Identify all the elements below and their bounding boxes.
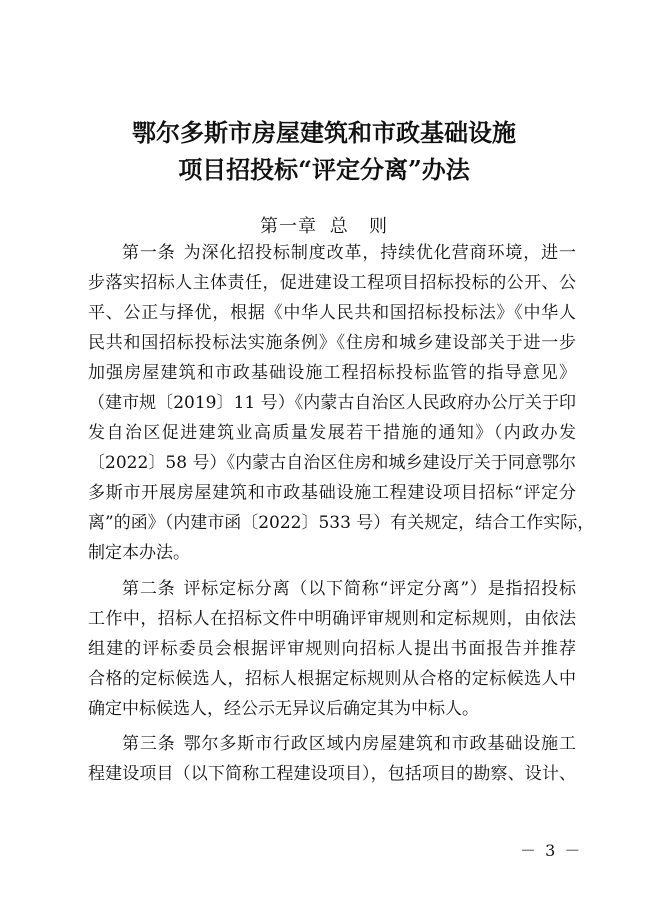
- article-1-line-11: 制定本办法。: [88, 543, 190, 563]
- article-2-line-3: 组建的评标委员会根据评审规则向招标人提出书面报告并推荐: [88, 639, 576, 659]
- article-2-text-1: 评标定标分离（以下简称“评定分离”）是指招投标: [183, 579, 577, 599]
- article-1-line-2: 步落实招标人主体责任，促进建设工程项目招标投标的公开、公: [88, 273, 576, 293]
- article-3-text-1: 鄂尔多斯市行政区域内房屋建筑和市政基础设施工: [183, 734, 576, 754]
- article-1-line-3: 平、公正与择优，根据《中华人民共和国招标投标法》《中华人: [88, 303, 576, 323]
- article-1-label: 第一条: [122, 243, 176, 263]
- article-1-line-9: 多斯市开展房屋建筑和市政基础设施工程建设项目招标“评定分: [88, 483, 576, 503]
- article-1-line-4: 民共和国招标投标法实施条例》《住房和城乡建设部关于进一步: [88, 333, 576, 353]
- article-1-line-10: 离”的函》（内建市函〔2022〕533 号）有关规定，结合工作实际，: [88, 513, 595, 533]
- article-2: [88, 574, 576, 724]
- article-3: [88, 729, 576, 789]
- article-1-text-1: 为深化招投标制度改革，持续优化营商环境，进一: [183, 243, 576, 263]
- article-1-line-8: 〔2022〕58 号）《内蒙古自治区住房和城乡建设厅关于同意鄂尔: [88, 453, 576, 473]
- page-number: － 3 －: [520, 841, 583, 860]
- article-1-line-5: 加强房屋建筑和市政基础设施工程招标投标监管的指导意见》: [88, 363, 576, 383]
- chapter-heading: [0, 212, 648, 238]
- article-3-line-1: [88, 729, 576, 759]
- document-title-line-1: 鄂尔多斯市房屋建筑和市政基础设施: [132, 118, 516, 147]
- chapter-label: 第一章: [260, 216, 318, 237]
- article-1-line-7: 发自治区促进建筑业高质量发展若干措施的通知》（内政办发: [88, 423, 576, 443]
- chapter-name: 总 则: [329, 216, 388, 237]
- article-1: [88, 238, 595, 568]
- article-3-label: 第三条: [122, 734, 176, 754]
- document-title-line-2: 项目招投标“评定分离”办法: [178, 155, 470, 184]
- article-1-line-1: [88, 238, 576, 268]
- article-3-line-2: 程建设项目（以下简称工程建设项目），包括项目的勘察、设计、: [88, 764, 576, 784]
- article-2-line-4: 合格的定标候选人，招标人根据定标规则从合格的定标候选人中: [88, 669, 576, 689]
- article-2-line-5: 确定中标候选人，经公示无异议后确定其为中标人。: [88, 699, 479, 719]
- article-2-label: 第二条: [122, 579, 176, 599]
- article-2-line-2: 工作中，招标人在招标文件中明确评审规则和定标规则，由依法: [88, 609, 576, 629]
- article-1-line-6: （建市规〔2019〕11 号）《内蒙古自治区人民政府办公厅关于印: [88, 393, 576, 413]
- article-2-line-1: [88, 574, 576, 604]
